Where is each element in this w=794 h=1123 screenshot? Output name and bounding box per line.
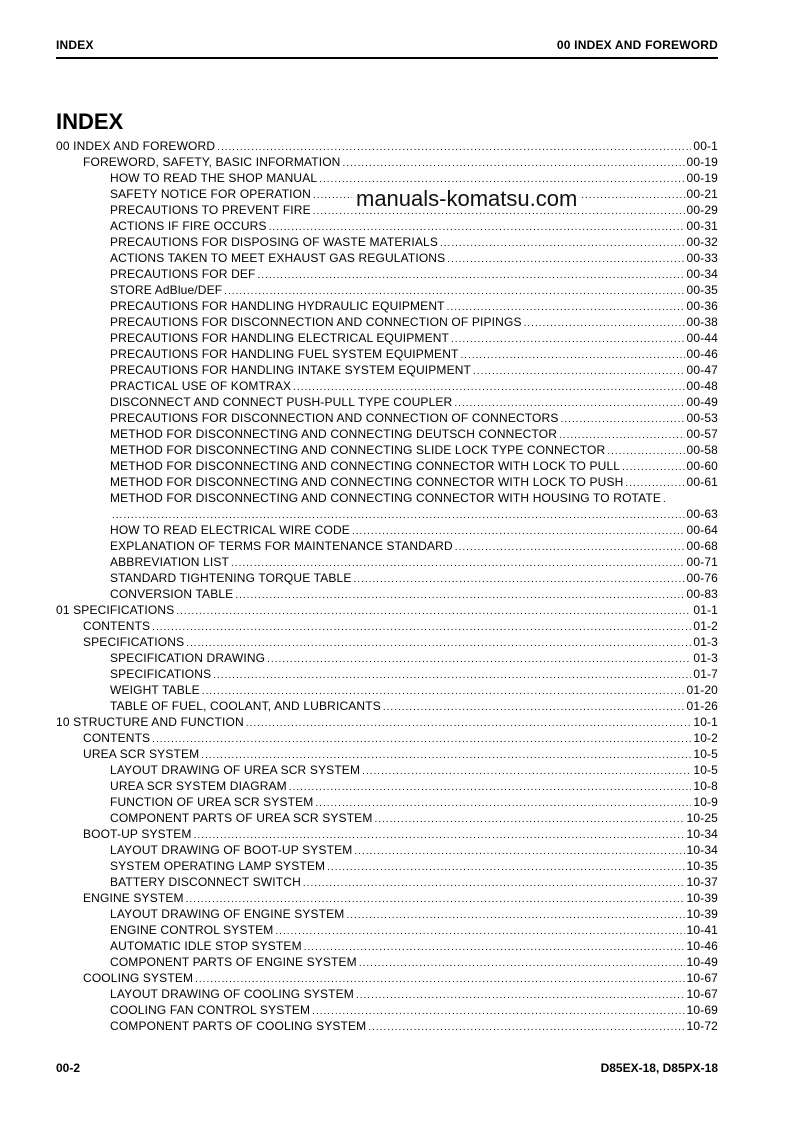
toc-entry-title: PRECAUTIONS FOR DISCONNECTION AND CONNECTION OF CONNECTORS — [110, 411, 559, 425]
toc-entry-page: 10-39 — [686, 891, 718, 905]
toc-entry-page: 00-58 — [686, 443, 718, 457]
toc-entry[interactable] — [56, 282, 718, 298]
toc-entry-page: 00-36 — [686, 299, 718, 313]
toc-entry-title: 00 INDEX AND FOREWORD — [56, 139, 216, 153]
toc-entry-title: ENGINE CONTROL SYSTEM — [110, 923, 274, 937]
toc-entry-page: 00-32 — [686, 235, 718, 249]
toc-entry-title: METHOD FOR DISCONNECTING AND CONNECTING SLIDE LOCK TYPE CONNECTOR — [110, 443, 606, 457]
toc-entry-page: 10-9 — [693, 795, 718, 809]
toc-entry-title: SPECIFICATIONS — [83, 635, 185, 649]
toc-entry-title: WEIGHT TABLE — [110, 683, 200, 697]
toc-entry-page: 10-34 — [686, 827, 718, 841]
toc-entry[interactable] — [56, 842, 718, 858]
toc-entry-page: 00-33 — [686, 251, 718, 265]
toc-entry[interactable] — [56, 618, 718, 634]
toc-entry[interactable] — [56, 746, 718, 762]
toc-entry-title: LAYOUT DRAWING OF UREA SCR SYSTEM — [110, 763, 361, 777]
dot-leader — [368, 1020, 684, 1036]
toc-entry-page: 01-26 — [686, 699, 718, 713]
toc-entry[interactable] — [56, 458, 718, 474]
toc-entry[interactable] — [56, 570, 718, 586]
toc-entry-title: 10 STRUCTURE AND FUNCTION — [56, 715, 244, 729]
toc-entry-title: COMPONENT PARTS OF ENGINE SYSTEM — [110, 955, 357, 969]
toc-entry-page: 01-3 — [693, 651, 718, 665]
toc-entry-title: PRECAUTIONS FOR HANDLING HYDRAULIC EQUIPMENT — [110, 299, 445, 313]
toc-entry[interactable] — [56, 1018, 718, 1034]
toc-entry[interactable] — [56, 826, 718, 842]
toc-entry-title: COOLING FAN CONTROL SYSTEM — [110, 1003, 311, 1017]
toc-entry[interactable] — [56, 522, 718, 538]
toc-entry-page: 00-46 — [686, 347, 718, 361]
toc-entry[interactable] — [56, 138, 718, 154]
toc-entry-title: ACTIONS TAKEN TO MEET EXHAUST GAS REGULATIONS — [110, 251, 446, 265]
toc-entry-page: 00-61 — [686, 475, 718, 489]
toc-entry[interactable] — [56, 890, 718, 906]
toc-entry-title: UREA SCR SYSTEM — [83, 747, 200, 761]
toc-entry-title: PRACTICAL USE OF KOMTRAX — [110, 379, 292, 393]
toc-entry-page: 00-34 — [686, 267, 718, 281]
page-number: 00-2 — [56, 1061, 81, 1075]
toc-entry[interactable] — [56, 938, 718, 954]
toc-entry-title: ENGINE SYSTEM — [83, 891, 184, 905]
toc-entry-title: BOOT-UP SYSTEM — [83, 827, 192, 841]
toc-entry-title: CONTENTS — [83, 619, 151, 633]
toc-entry-page: 10-34 — [686, 843, 718, 857]
header-left: INDEX — [56, 38, 94, 52]
toc-entry-page: 00-48 — [686, 379, 718, 393]
toc-entry[interactable] — [56, 426, 718, 442]
toc-entry[interactable] — [56, 954, 718, 970]
toc-entry[interactable] — [56, 266, 718, 282]
toc-entry[interactable] — [56, 586, 718, 602]
toc-entry[interactable] — [56, 666, 718, 682]
toc-entry-title: SAFETY NOTICE FOR OPERATION — [110, 187, 311, 201]
toc-entry-title: ABBREVIATION LIST — [110, 555, 230, 569]
toc-entry-page: 00-83 — [686, 587, 718, 601]
toc-entry[interactable] — [56, 330, 718, 346]
toc-entry-page: 00-1 — [693, 139, 718, 153]
toc-entry-page: 10-46 — [686, 939, 718, 953]
header-right: 00 INDEX AND FOREWORD — [556, 38, 718, 52]
toc-entry[interactable] — [56, 714, 718, 730]
toc-entry[interactable] — [56, 490, 718, 506]
toc-entry-page: 01-7 — [693, 667, 718, 681]
toc-entry[interactable] — [56, 346, 718, 362]
toc-entry-title: 01 SPECIFICATIONS — [56, 603, 175, 617]
toc-entry-title: STORE AdBlue/DEF — [110, 283, 223, 297]
toc-entry[interactable] — [56, 362, 718, 378]
toc-entry[interactable] — [56, 906, 718, 922]
toc-entry-page: 10-8 — [693, 779, 718, 793]
toc-entry-page: 00-44 — [686, 331, 718, 345]
toc-entry-page: 00-63 — [686, 507, 718, 521]
toc-entry-title: TABLE OF FUEL, COOLANT, AND LUBRICANTS — [110, 699, 381, 713]
toc-entry-page: 00-57 — [686, 427, 718, 441]
toc-entry-title: PRECAUTIONS FOR HANDLING ELECTRICAL EQUIPMENT — [110, 331, 450, 345]
toc-entry[interactable] — [56, 810, 718, 826]
toc-entry-page: 00-60 — [686, 459, 718, 473]
toc-entry-title: CONVERSION TABLE — [110, 587, 234, 601]
toc-entry-title: METHOD FOR DISCONNECTING AND CONNECTING DEUTSCH CONNECTOR — [110, 427, 558, 441]
toc-entry-title: FUNCTION OF UREA SCR SYSTEM — [110, 795, 314, 809]
toc-entry-title: METHOD FOR DISCONNECTING AND CONNECTING CONNECTOR WITH LOCK TO PUSH — [110, 475, 624, 489]
toc-entry-page: 01-2 — [693, 619, 718, 633]
toc-entry-page: 10-67 — [686, 987, 718, 1001]
toc-entry-title: LAYOUT DRAWING OF COOLING SYSTEM — [110, 987, 354, 1001]
toc-entry-title: FOREWORD, SAFETY, BASIC INFORMATION — [83, 155, 341, 169]
toc-entry-title: DISCONNECT AND CONNECT PUSH-PULL TYPE COUPLER — [110, 395, 453, 409]
toc-entry-page: 00-35 — [686, 283, 718, 297]
toc-entry-page: 00-31 — [686, 219, 718, 233]
toc-entry-title: SPECIFICATION DRAWING — [110, 651, 266, 665]
toc-entry-page: 10-5 — [693, 747, 718, 761]
toc-entry-page: 10-41 — [686, 923, 718, 937]
toc-entry[interactable] — [56, 858, 718, 874]
toc-entry-page: 00-53 — [686, 411, 718, 425]
toc-entry-page: 00-29 — [686, 203, 718, 217]
toc-entry[interactable] — [56, 698, 718, 714]
toc-entry-title: METHOD FOR DISCONNECTING AND CONNECTING CONNECTOR WITH HOUSING TO ROTATE — [110, 491, 662, 505]
toc-entry-title: HOW TO READ THE SHOP MANUAL — [110, 171, 318, 185]
toc-entry-title: PRECAUTIONS FOR HANDLING INTAKE SYSTEM EQUIPMENT — [110, 363, 472, 377]
toc-entry[interactable] — [56, 474, 718, 490]
toc-entry[interactable] — [56, 762, 718, 778]
toc-entry-page: 00-76 — [686, 571, 718, 585]
toc-entry-title: ACTIONS IF FIRE OCCURS — [110, 219, 267, 233]
toc-entry[interactable] — [56, 394, 718, 410]
toc-entry-title: COMPONENT PARTS OF UREA SCR SYSTEM — [110, 811, 373, 825]
toc-entry-title: PRECAUTIONS FOR DISPOSING OF WASTE MATERIALS — [110, 235, 438, 249]
toc-entry-page: 00-49 — [686, 395, 718, 409]
toc-entry-page: 10-39 — [686, 907, 718, 921]
toc-entry-title: PRECAUTIONS FOR DEF — [110, 267, 256, 281]
toc-entry-title: METHOD FOR DISCONNECTING AND CONNECTING CONNECTOR WITH LOCK TO PULL — [110, 459, 621, 473]
toc-entry-page: 10-2 — [693, 731, 718, 745]
watermark: manuals-komatsu.com — [352, 186, 581, 212]
toc-entry-page: 00-19 — [686, 155, 718, 169]
toc-entry-page: 00-71 — [686, 555, 718, 569]
toc-entry[interactable] — [56, 218, 718, 234]
toc-entry[interactable] — [56, 730, 718, 746]
table-of-contents — [56, 138, 718, 1034]
toc-entry-page: 10-37 — [686, 875, 718, 889]
toc-entry-page: 01-1 — [693, 603, 718, 617]
toc-entry-title: EXPLANATION OF TERMS FOR MAINTENANCE STANDARD — [110, 539, 453, 553]
running-header — [56, 38, 718, 54]
toc-entry[interactable] — [56, 538, 718, 554]
toc-entry-title: COOLING SYSTEM — [83, 971, 194, 985]
toc-entry-title: LAYOUT DRAWING OF BOOT-UP SYSTEM — [110, 843, 353, 857]
toc-entry-title: CONTENTS — [83, 731, 151, 745]
toc-entry-page: 00-38 — [686, 315, 718, 329]
toc-entry-page: 10-69 — [686, 1003, 718, 1017]
toc-entry[interactable] — [56, 650, 718, 666]
toc-entry-page: 00-64 — [686, 523, 718, 537]
toc-entry[interactable] — [56, 442, 718, 458]
toc-entry-page: 01-3 — [693, 635, 718, 649]
toc-entry[interactable] — [56, 602, 718, 618]
toc-entry-title: BATTERY DISCONNECT SWITCH — [110, 875, 301, 889]
toc-entry-title: STANDARD TIGHTENING TORQUE TABLE — [110, 571, 352, 585]
header-rule — [56, 57, 718, 59]
toc-entry[interactable] — [56, 1002, 718, 1018]
toc-entry[interactable] — [56, 874, 718, 890]
toc-entry[interactable] — [56, 506, 718, 522]
toc-entry-page: 00-21 — [686, 187, 718, 201]
toc-entry-page: 10-72 — [686, 1019, 718, 1033]
toc-entry-title: PRECAUTIONS FOR DISCONNECTION AND CONNECTION OF PIPINGS — [110, 315, 522, 329]
toc-entry-page: 00-47 — [686, 363, 718, 377]
toc-entry[interactable] — [56, 154, 718, 170]
toc-entry[interactable] — [56, 554, 718, 570]
toc-entry-title: PRECAUTIONS TO PREVENT FIRE — [110, 203, 311, 217]
toc-entry-title: PRECAUTIONS FOR HANDLING FUEL SYSTEM EQUIPMENT — [110, 347, 459, 361]
toc-entry-page: 10-25 — [686, 811, 718, 825]
toc-entry-title: UREA SCR SYSTEM DIAGRAM — [110, 779, 287, 793]
toc-entry[interactable] — [56, 794, 718, 810]
toc-entry[interactable] — [56, 410, 718, 426]
toc-entry-title: SPECIFICATIONS — [110, 667, 212, 681]
toc-entry-page: 10-35 — [686, 859, 718, 873]
toc-entry[interactable] — [56, 378, 718, 394]
toc-entry-title: LAYOUT DRAWING OF ENGINE SYSTEM — [110, 907, 345, 921]
toc-entry[interactable] — [56, 234, 718, 250]
toc-entry[interactable] — [56, 970, 718, 986]
toc-entry[interactable] — [56, 314, 718, 330]
toc-entry[interactable] — [56, 778, 718, 794]
toc-entry[interactable] — [56, 170, 718, 186]
toc-entry-page: 00-68 — [686, 539, 718, 553]
toc-entry-title: AUTOMATIC IDLE STOP SYSTEM — [110, 939, 302, 953]
toc-entry-page: 00-19 — [686, 171, 718, 185]
toc-entry-title: SYSTEM OPERATING LAMP SYSTEM — [110, 859, 326, 873]
toc-entry[interactable] — [56, 634, 718, 650]
toc-entry-title: COMPONENT PARTS OF COOLING SYSTEM — [110, 1019, 367, 1033]
toc-entry-page: 10-1 — [693, 715, 718, 729]
toc-entry[interactable] — [56, 986, 718, 1002]
model-name: D85EX-18, D85PX-18 — [600, 1061, 718, 1075]
toc-entry[interactable] — [56, 922, 718, 938]
toc-entry[interactable] — [56, 250, 718, 266]
toc-entry-page: 01-20 — [686, 683, 718, 697]
running-footer — [56, 1061, 718, 1077]
toc-entry-page: 10-67 — [686, 971, 718, 985]
toc-entry-page: 10-5 — [693, 763, 718, 777]
toc-entry[interactable] — [56, 682, 718, 698]
toc-entry-title: HOW TO READ ELECTRICAL WIRE CODE — [110, 523, 350, 537]
toc-entry-page: 10-49 — [686, 955, 718, 969]
page-title: INDEX — [56, 109, 124, 134]
toc-entry[interactable] — [56, 298, 718, 314]
